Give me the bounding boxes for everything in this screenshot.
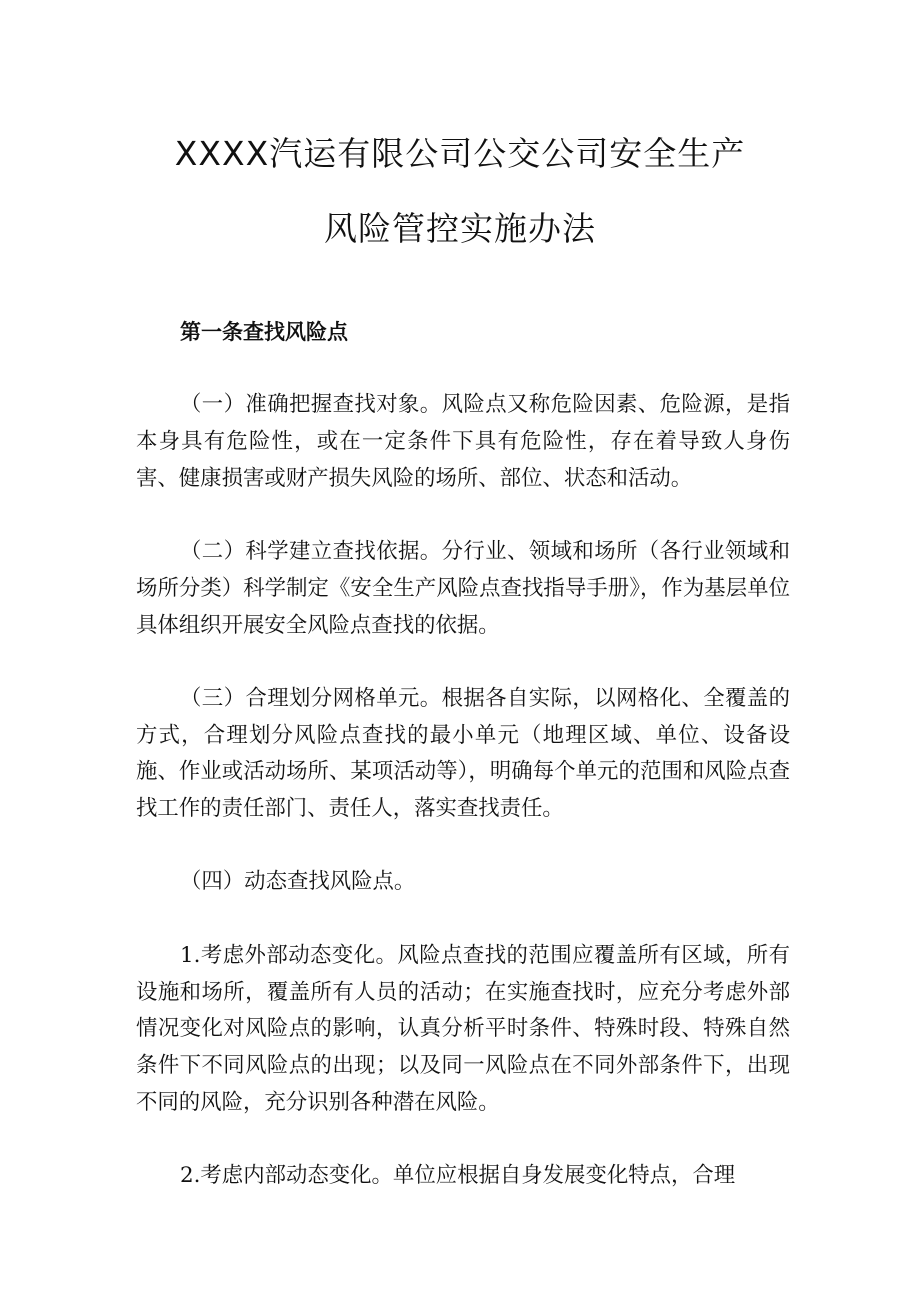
paragraph-6: 2.考虑内部动态变化。单位应根据自身发展变化特点，合理 xyxy=(180,1163,736,1189)
paragraph-1: （一）准确把握查找对象。风险点又称危险因素、危险源，是指本身具有危险性，或在一定条件下具有危险性，存在着导致人身伤害、健康损害或财产损失风险的场所、部位、状态和活动。 xyxy=(136,392,790,491)
paragraph-4: （四）动态查找风险点。 xyxy=(180,869,416,895)
document-body xyxy=(136,314,790,1231)
paragraph-5: 1.考虑外部动态变化。风险点查找的范围应覆盖所有区域，所有设施和场所，覆盖所有人员的活动；在实施查找时，应充分考虑外部情况变化对风险点的影响，认真分析平时条件、特殊时段、特殊自然条件下不同风险点的出现；以及同一风险点在不同外部条件下，出现不同的风险，充分识别各种潜在风险。 xyxy=(136,942,790,1115)
paragraph-3: （三）合理划分网格单元。根据各自实际，以网格化、全覆盖的方式，合理划分风险点查找的最小单元（地理区域、单位、设备设施、作业或活动场所、某项活动等），明确每个单元的范围和风险点查找工作的责任部门、责任人，落实查找责任。 xyxy=(136,685,790,822)
document-title-line-2: 风险管控实施办法 xyxy=(324,209,596,248)
paragraph-2: （二）科学建立查找依据。分行业、领域和场所（各行业领域和场所分类）科学制定《安全生产风险点查找指导手册》，作为基层单位具体组织开展安全风险点查找的依据。 xyxy=(136,539,790,638)
document-title-line-1: XXXX汽运有限公司公交公司安全生产 xyxy=(174,134,746,173)
section-heading: 第一条查找风险点 xyxy=(180,320,348,344)
